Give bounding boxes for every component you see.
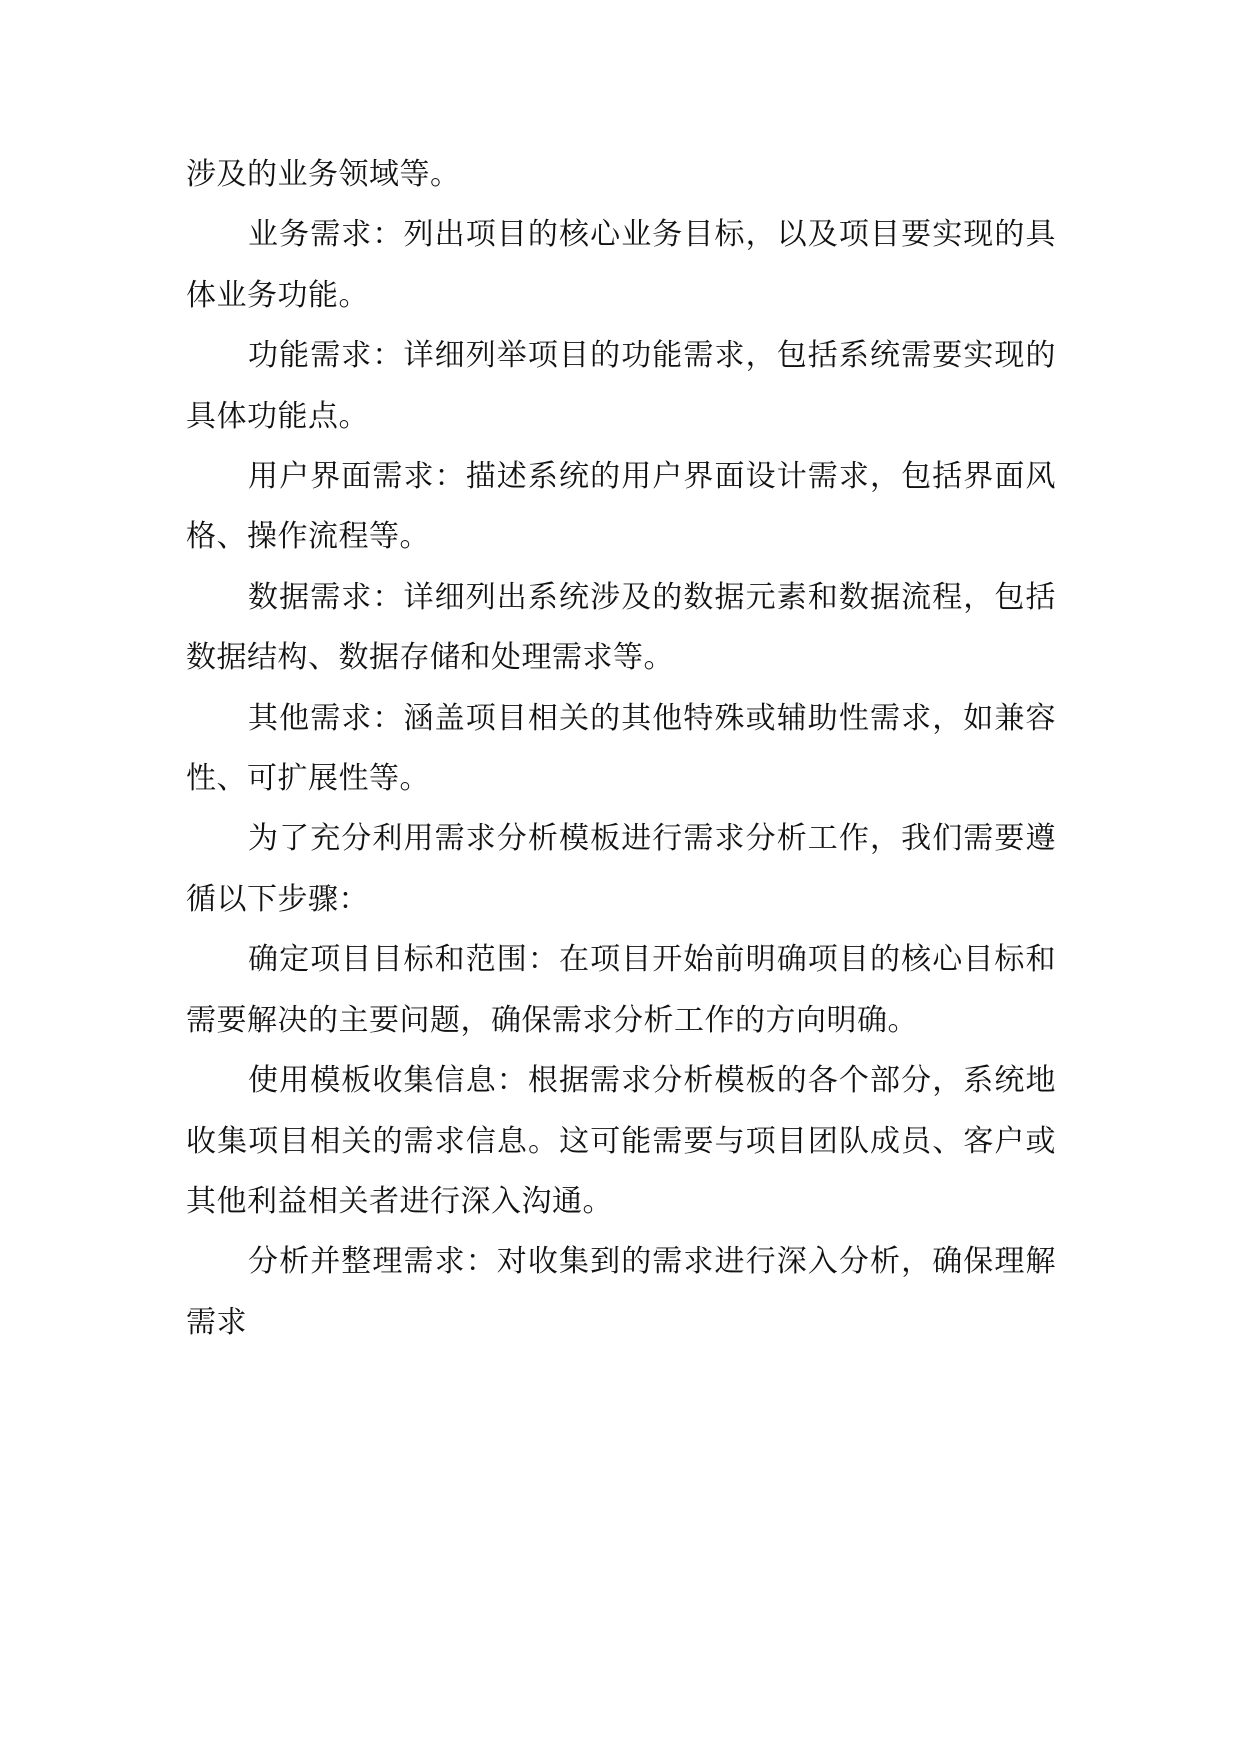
paragraph-steps-intro: 为了充分利用需求分析模板进行需求分析工作，我们需要遵循以下步骤：: [186, 821, 1056, 917]
paragraph-step-define-goals: 确定项目目标和范围：在项目开始前明确项目的核心目标和需要解决的主要问题，确保需求分析工作的方向明确。: [186, 942, 1056, 1038]
paragraph-data-requirements: 数据需求：详细列出系统涉及的数据元素和数据流程，包括数据结构、数据存储和处理需求等。: [186, 579, 1056, 676]
document-body: [186, 145, 1056, 1353]
paragraph-other-requirements: 其他需求：涵盖项目相关的其他特殊或辅助性需求，如兼容性、可扩展性等。: [186, 700, 1056, 797]
paragraph-ui-requirements: 用户界面需求：描述系统的用户界面设计需求，包括界面风格、操作流程等。: [186, 459, 1056, 555]
paragraph-step-analyze: 分析并整理需求：对收集到的需求进行深入分析，确保理解需求: [186, 1244, 1056, 1340]
paragraph-continuation: 涉及的业务领域等。: [186, 157, 461, 192]
paragraph-step-collect-info: 使用模板收集信息：根据需求分析模板的各个部分，系统地收集项目相关的需求信息。这可能需要与项目团队成员、客户或其他利益相关者进行深入沟通。: [186, 1063, 1056, 1219]
paragraph-business-requirements: 业务需求：列出项目的核心业务目标，以及项目要实现的具体业务功能。: [186, 217, 1056, 313]
paragraph-functional-requirements: 功能需求：详细列举项目的功能需求，包括系统需要实现的具体功能点。: [186, 338, 1056, 434]
